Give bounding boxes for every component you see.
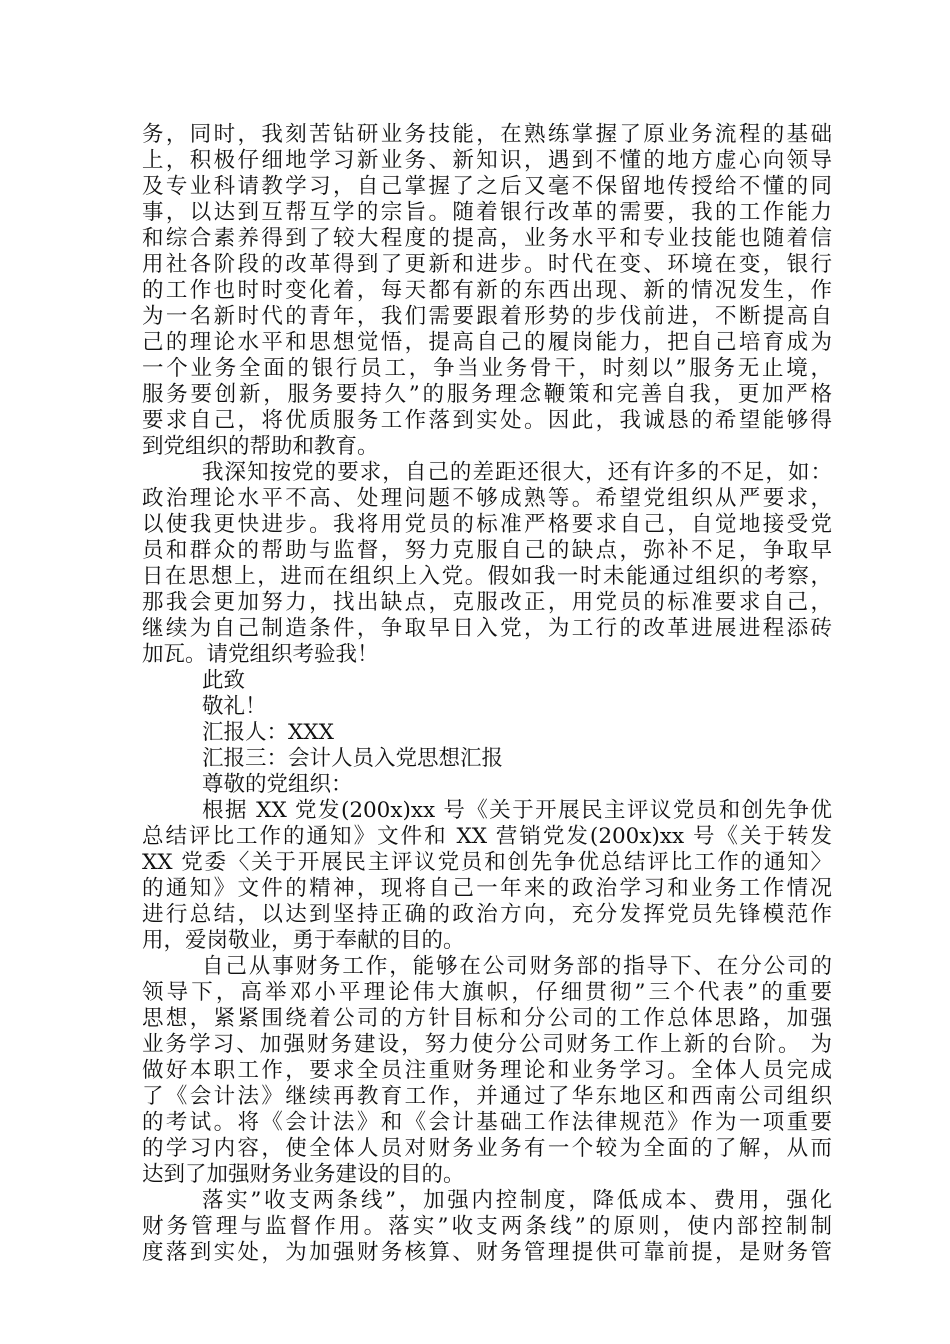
text-line: 汇报三：会计人员入党思想汇报: [202, 746, 504, 771]
text-line: 及专业科请教学习，自己掌握了之后又毫不保留地传授给不懂的同: [142, 174, 832, 199]
text-line: 此致: [202, 668, 246, 693]
text-line: 我深知按党的要求，自己的差距还很大，还有许多的不足，如：: [202, 460, 832, 485]
text-line: 务，同时，我刻苦钻研业务技能，在熟练掌握了原业务流程的基础: [142, 122, 832, 147]
text-line: 的学习内容，使全体人员对财务业务有一个较为全面的了解，从而: [142, 1136, 832, 1161]
text-line: 一个业务全面的银行员工，争当业务骨干，时刻以”服务无止境，: [142, 356, 832, 381]
text-line: 度落到实处，为加强财务核算、财务管理提供可靠前提，是财务管: [142, 1240, 832, 1265]
text-line: 用，爱岗敬业，勇于奉献的目的。: [142, 928, 465, 953]
text-line: 自己从事财务工作，能够在公司财务部的指导下、在分公司的: [202, 954, 832, 979]
text-line: 了《会计法》继续再教育工作，并通过了华东地区和西南公司组织: [142, 1084, 832, 1109]
text-line: 业务学习、加强财务建设，努力使分公司财务工作上新的台阶。 为: [142, 1032, 832, 1057]
text-line: 的工作也时时变化着，每天都有新的东西出现、新的情况发生，作: [142, 278, 832, 303]
text-line: 领导下，高举邓小平理论伟大旗帜，仔细贯彻”三个代表”的重要: [142, 980, 832, 1005]
text-line: 达到了加强财务业务建设的目的。: [142, 1162, 465, 1187]
text-line: 到党组织的帮助和教育。: [142, 434, 379, 459]
text-line: 落实”收支两条线”，加强内控制度，降低成本、费用，强化: [202, 1188, 832, 1213]
text-line: 要求自己，将优质服务工作落到实处。因此，我诚恳的希望能够得: [142, 408, 832, 433]
text-line: 为一名新时代的青年，我们需要跟着形势的步伐前进，不断提高自: [142, 304, 832, 329]
text-line: 事，以达到互帮互学的宗旨。随着银行改革的需要，我的工作能力: [142, 200, 832, 225]
text-line: 那我会更加努力，找出缺点，克服改正，用党员的标准要求自己，: [142, 590, 832, 615]
text-line: 的通知》文件的精神，现将自己一年来的政治学习和业务工作情况: [142, 876, 832, 901]
text-line: 上，积极仔细地学习新业务、新知识，遇到不懂的地方虚心向领导: [142, 148, 832, 173]
text-line: 以使我更快进步。我将用党员的标准严格要求自己，自觉地接受党: [142, 512, 832, 537]
text-line: 做好本职工作，要求全员注重财务理论和业务学习。全体人员完成: [142, 1058, 832, 1083]
text-line: 和综合素养得到了较大程度的提高，业务水平和专业技能也随着信: [142, 226, 832, 251]
text-line: 政治理论水平不高、处理问题不够成熟等。希望党组织从严要求，: [142, 486, 832, 511]
text-line: 日在思想上，进而在组织上入党。假如我一时未能通过组织的考察，: [142, 564, 832, 589]
text-line: 根据 XX 党发(200x)xx 号《关于开展民主评议党员和创先争优: [202, 798, 832, 823]
text-line: 敬礼！: [202, 694, 267, 719]
text-line: 财务管理与监督作用。落实”收支两条线”的原则，使内部控制制: [142, 1214, 832, 1239]
text-line: 加瓦。请党组织考验我！: [142, 642, 379, 667]
text-line: 己的理论水平和思想觉悟，提高自己的履岗能力，把自己培育成为: [142, 330, 832, 355]
text-line: 进行总结，以达到坚持正确的政治方向，充分发挥党员先锋模范作: [142, 902, 832, 927]
text-line: 尊敬的党组织：: [202, 772, 353, 797]
text-line: 汇报人：XXX: [202, 720, 334, 745]
text-line: 用社各阶段的改革得到了更新和进步。时代在变、环境在变，银行: [142, 252, 832, 277]
document-body: [142, 122, 832, 1266]
text-line: 思想，紧紧围绕着公司的方针目标和分公司的工作总体思路，加强: [142, 1006, 832, 1031]
text-line: 总结评比工作的通知》文件和 XX 营销党发(200x)xx 号《关于转发: [142, 824, 832, 849]
text-line: XX 党委〈关于开展民主评议党员和创先争优总结评比工作的通知〉: [142, 850, 832, 875]
text-line: 服务要创新，服务要持久”的服务理念鞭策和完善自我，更加严格: [142, 382, 832, 407]
text-line: 的考试。将《会计法》和《会计基础工作法律规范》作为一项重要: [142, 1110, 832, 1135]
text-line: 继续为自己制造条件，争取早日入党，为工行的改革进展进程添砖: [142, 616, 832, 641]
text-line: 员和群众的帮助与监督，努力克服自己的缺点，弥补不足，争取早: [142, 538, 832, 563]
